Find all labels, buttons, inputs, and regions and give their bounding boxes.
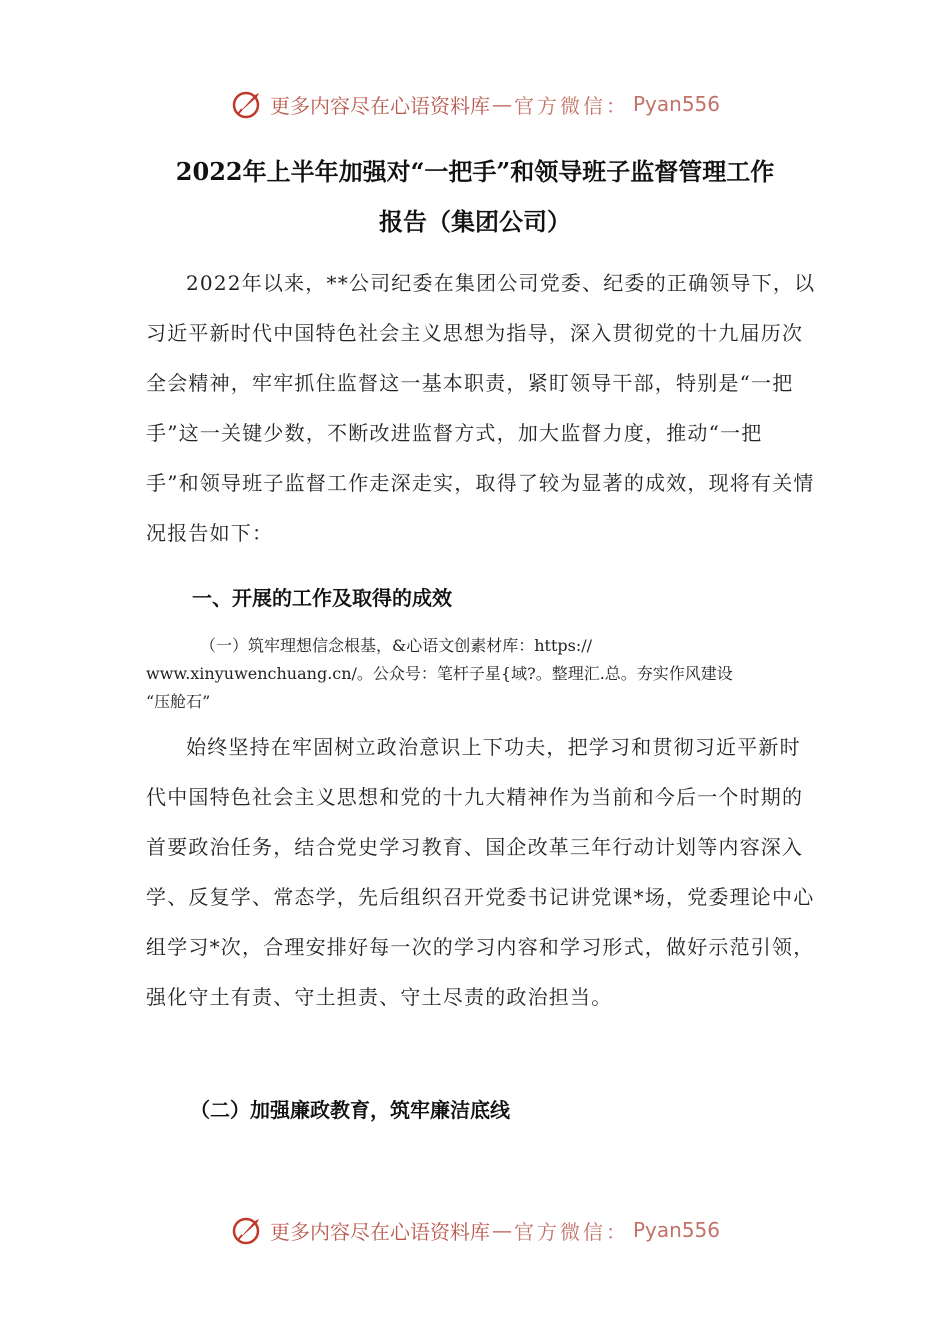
document-title-line-2: 报告（集团公司） [379, 207, 571, 236]
body-paragraph-2: 始终坚持在牢固树立政治意识上下功夫，把学习和贯彻习近平新时代中国特色社会主义思想和党的十九大精神作为当前和今后一个时期的首要政治任务，结合党史学习教育、国企改革三年行动计划等内容深入学、反复学、常态学，先后组织召开党委书记讲党课*场，党委理论中心组学习*次，合理安排好每一次的学习内容和学习形式，做好示范引领，强化守土有责、守土担责、守土尽责的政治担当。 [146, 735, 815, 1009]
banner-wechat-id: Pyan556 [632, 92, 720, 116]
quill-logo-icon [230, 87, 264, 121]
footer-watermark-banner [0, 1210, 950, 1250]
banner-wechat-label: 官方微信： [513, 1219, 629, 1244]
banner-dash: — [491, 1218, 512, 1242]
quill-logo-icon [230, 1213, 264, 1247]
banner-text: 更多内容尽在心语资料库 [269, 1219, 490, 1244]
subsection-2-heading: （二）加强廉政教育，筑牢廉洁底线 [190, 1098, 510, 1122]
header-watermark-banner [0, 84, 950, 124]
intro-paragraph: 2022年以来，**公司纪委在集团公司党委、纪委的正确领导下，以习近平新时代中国特色社会主义思想为指导，深入贯彻党的十九届历次全会精神，牢牢抓住监督这一基本职责，紧盯领导干部，特别是“一把手”这一关键少数，不断改进监督方式，加大监督力度，推动“一把手”和领导班子监督工作走深走实，取得了较为显著的成效，现将有关情况报告如下： [146, 271, 816, 545]
subsection-1-heading [146, 632, 826, 716]
banner-wechat-id: Pyan556 [632, 1218, 720, 1242]
subsection-1-line-2: www.xinyuwenchuang.cn/。公众号：笔杆子星{域?。整理汇.总。夯实作风建设 [146, 664, 733, 683]
subsection-1-line-3: “压舱石” [146, 692, 211, 711]
subsection-1-line-1: （一）筑牢理想信念根基，&心语文创素材库：https:// [200, 636, 593, 655]
banner-text: 更多内容尽在心语资料库 [269, 93, 490, 118]
document-title-line-1: 2022年上半年加强对“一把手”和领导班子监督管理工作 [175, 157, 775, 186]
section-1-heading: 一、开展的工作及取得的成效 [192, 586, 452, 610]
banner-wechat-label: 官方微信： [513, 93, 629, 118]
banner-dash: — [491, 92, 512, 116]
